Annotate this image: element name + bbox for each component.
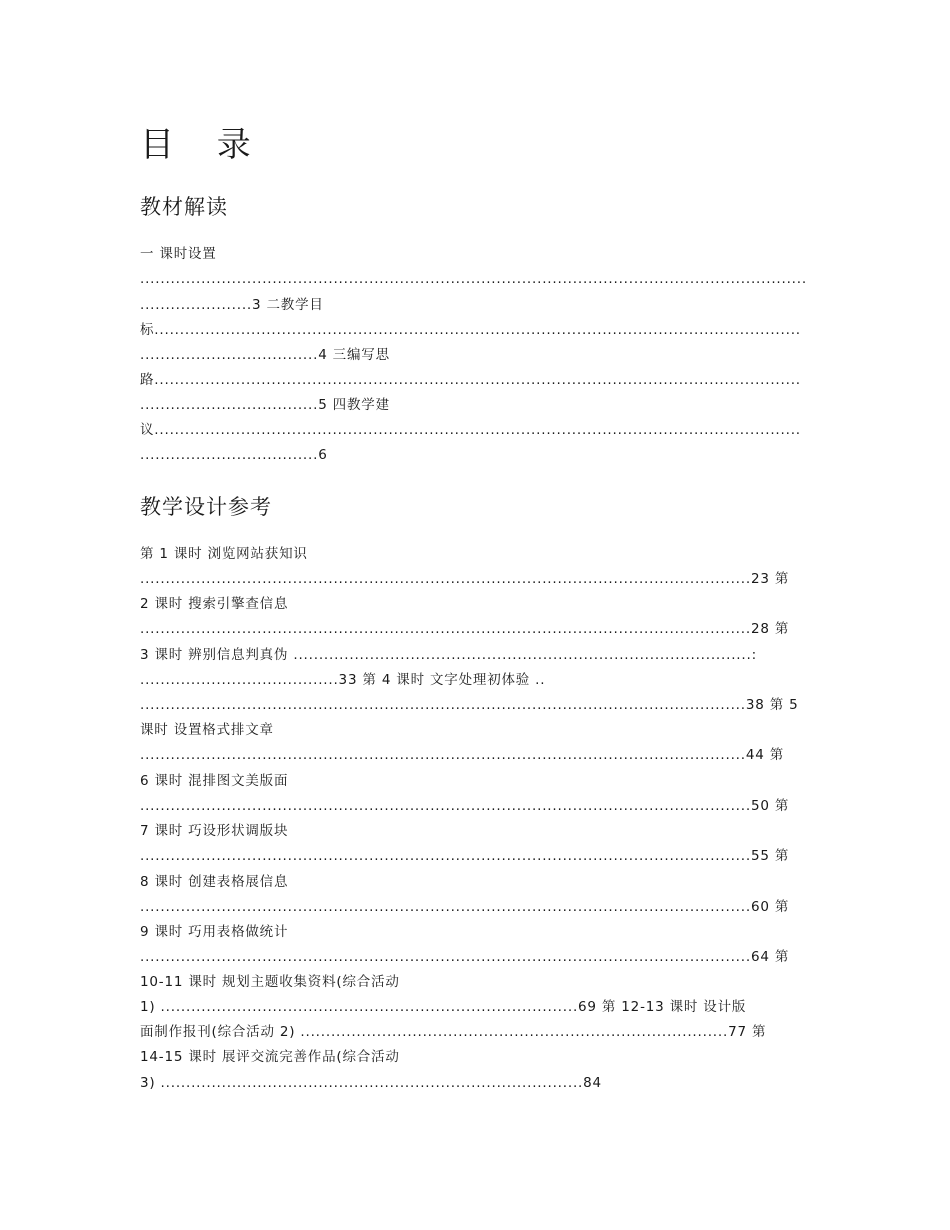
toc-line: 标............................................................................................................................... (140, 322, 801, 338)
toc-line: 9 课时 巧用表格做统计 (140, 924, 289, 940)
toc-line: ........................................................................................................................60 第 (140, 899, 790, 915)
toc-line: 3 课时 辨别信息判真伪 ..........................................................................................: (140, 647, 757, 663)
toc-line: ...................................6 (140, 447, 328, 463)
toc-line: 6 课时 混排图文美版面 (140, 773, 289, 789)
toc-line: ................................................................................................................................... (140, 271, 807, 287)
toc-line: 面制作报刊(综合活动 2) ....................................................................................77 第 (140, 1024, 767, 1040)
toc-line: ........................................................................................................................50 第 (140, 798, 790, 814)
section-heading-textbook-reading: 教材解读 (140, 195, 228, 219)
toc-line: .......................................................................................................................44 第 (140, 747, 785, 763)
toc-line: ...................................4 三编写思 (140, 347, 390, 363)
toc-line: ......................3 二教学目 (140, 297, 324, 313)
toc-line: ...................................5 四教学建 (140, 397, 390, 413)
toc-line: ........................................................................................................................28 第 (140, 621, 790, 637)
toc-line: ........................................................................................................................55 第 (140, 848, 790, 864)
toc-line: 课时 设置格式排文章 (140, 722, 274, 738)
toc-line: 10-11 课时 规划主题收集资料(综合活动 (140, 974, 400, 990)
toc-line: ........................................................................................................................64 第 (140, 949, 790, 965)
toc-line: 2 课时 搜索引擎查信息 (140, 596, 289, 612)
toc-line: ........................................................................................................................23 第 (140, 571, 790, 587)
toc-title: 目 录 (140, 125, 267, 165)
toc-line: 议............................................................................................................................... (140, 422, 801, 438)
section-heading-teaching-design: 教学设计参考 (140, 495, 272, 519)
toc-line: 路............................................................................................................................... (140, 372, 801, 388)
toc-line: 3) ...................................................................................84 (140, 1075, 602, 1091)
toc-line: .......................................................................................................................38 第 5 (140, 697, 799, 713)
toc-line: 7 课时 巧设形状调版块 (140, 823, 289, 839)
toc-line: 14-15 课时 展评交流完善作品(综合活动 (140, 1049, 400, 1065)
toc-line: 8 课时 创建表格展信息 (140, 874, 289, 890)
toc-line: 1) ..................................................................................69 第 12-13 课时 设计版 (140, 999, 747, 1015)
toc-line: .......................................33 第 4 课时 文字处理初体验 .. (140, 672, 546, 688)
toc-line: 一 课时设置 (140, 246, 217, 262)
toc-line: 第 1 课时 浏览网站获知识 (140, 546, 308, 562)
